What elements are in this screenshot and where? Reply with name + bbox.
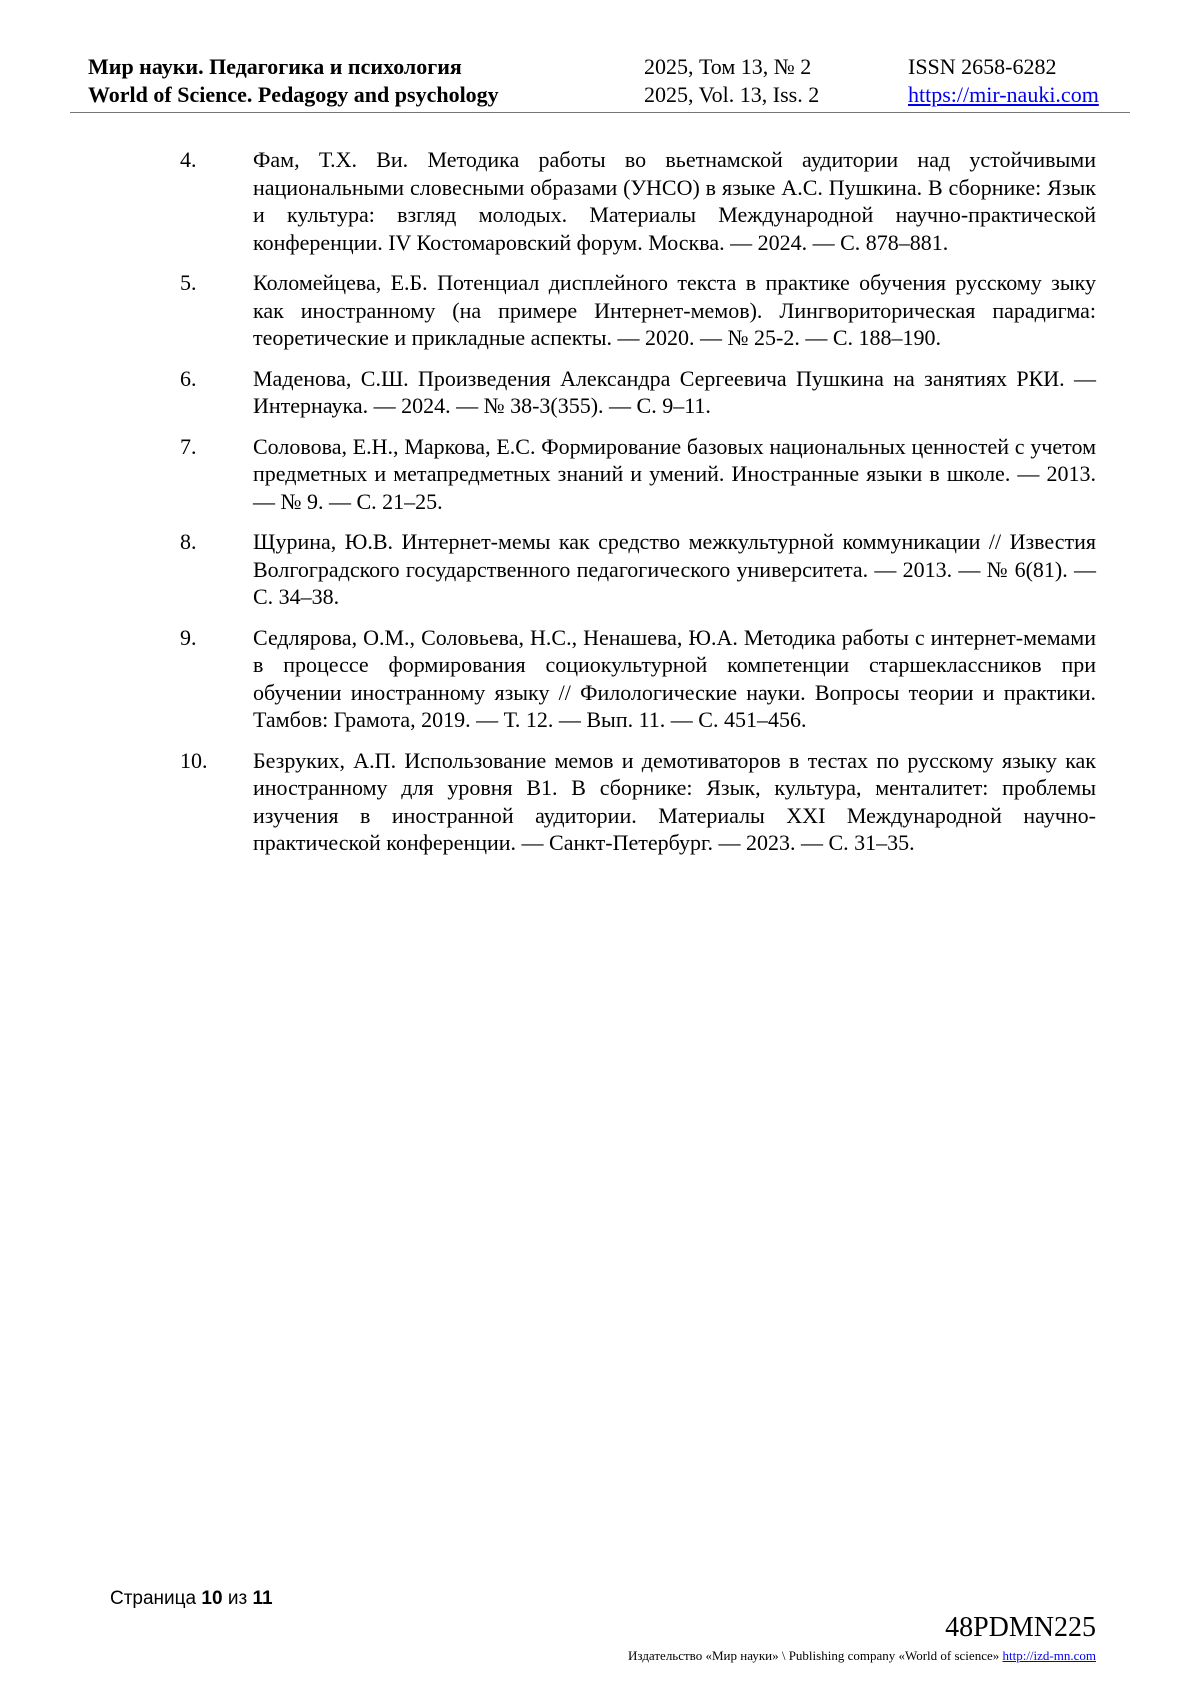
reference-text: Коломейцева, Е.Б. Потенциал дисплейного текста в практике обучения русскому зыку как иностранному (на примере Интернет-мемов). Лингвориторическая парадигма: теоретические и прикладные аспекты. — 2020. — № 25-2. — С. 188–190.	[253, 270, 1096, 350]
issn: ISSN 2658-6282	[908, 54, 1057, 79]
reference-item	[0, 528, 1200, 611]
reference-text: Щурина, Ю.В. Интернет-мемы как средство межкультурной коммуникации // Известия Волгоградского государственного педагогического университета. — 2013. — № 6(81). — С. 34–38.	[253, 529, 1096, 609]
reference-list	[0, 146, 1200, 870]
reference-number: 8.	[180, 529, 197, 554]
reference-text: Соловова, Е.Н., Маркова, Е.С. Формирование базовых национальных ценностей с учетом предметных и метапредметных знаний и умений. Иностранные языки в школе. — 2013. — № 9. — С. 21–25.	[253, 433, 1096, 514]
article-code: 48PDMN225	[945, 1612, 1096, 1643]
reference-item	[0, 433, 1200, 516]
publisher-line	[628, 1648, 1096, 1664]
journal-title	[88, 53, 499, 109]
reference-item	[0, 624, 1200, 734]
issn-info	[908, 53, 1099, 109]
reference-text: Безруких, А.П. Использование мемов и демотиваторов в тестах по русскому языку как иностранному для уровня В1. В сборнике: Язык, культура, менталитет: проблемы изучения в иностранной аудитории. Материалы XXI Международной научно-практической конференции. — Санкт-Петербург. — 2023. — С. 31–35.	[253, 747, 1096, 855]
page-total: 11	[252, 1588, 273, 1609]
header-divider	[70, 112, 1130, 113]
issue-ru: 2025, Том 13, № 2	[644, 54, 812, 79]
page-of: из	[227, 1588, 248, 1609]
page-header	[0, 0, 1200, 114]
page-label: Страница	[110, 1588, 197, 1609]
page-current: 10	[201, 1588, 223, 1609]
reference-text: Маденова, С.Ш. Произведения Александра Сергеевича Пушкина на занятиях РКИ. — Интернаука. — 2024. — № 38-3(355). — С. 9–11.	[253, 365, 1096, 418]
journal-title-en: World of Science. Pedagogy and psychology	[88, 82, 499, 107]
journal-title-ru: Мир науки. Педагогика и психология	[88, 54, 462, 79]
reference-number: 7.	[180, 433, 197, 459]
publisher-url-link[interactable]: http://izd-mn.com	[1002, 1648, 1096, 1663]
reference-item	[0, 269, 1200, 352]
reference-number: 5.	[180, 270, 197, 295]
reference-item	[0, 365, 1200, 420]
reference-number: 4.	[180, 147, 197, 172]
reference-number: 10.	[180, 747, 208, 773]
page-number	[110, 1588, 273, 1610]
issue-info	[644, 53, 819, 109]
journal-url-link[interactable]: https://mir-nauki.com	[908, 82, 1099, 107]
reference-text: Фам, Т.Х. Ви. Методика работы во вьетнамской аудитории над устойчивыми национальными словесными образами (УНСО) в языке А.С. Пушкина. В сборнике: Язык и культура: взгляд молодых. Материалы Международной научно-практической конференции. IV Костомаровский форум. Москва. — 2024. — С. 878–881.	[253, 147, 1096, 255]
reference-item	[0, 146, 1200, 256]
reference-number: 6.	[180, 365, 197, 391]
publisher-text: Издательство «Мир науки» \ Publishing company «World of science»	[628, 1648, 1000, 1663]
reference-text: Седлярова, О.М., Соловьева, Н.С., Ненашева, Ю.А. Методика работы с интернет-мемами в процессе формирования социокультурной компетенции старшеклассников при обучении иностранному языку // Филологические науки. Вопросы теории и практики. Тамбов: Грамота, 2019. — Т. 12. — Вып. 11. — С. 451–456.	[253, 624, 1096, 732]
reference-item	[0, 747, 1200, 857]
issue-en: 2025, Vol. 13, Iss. 2	[644, 82, 820, 107]
reference-number: 9.	[180, 624, 197, 650]
